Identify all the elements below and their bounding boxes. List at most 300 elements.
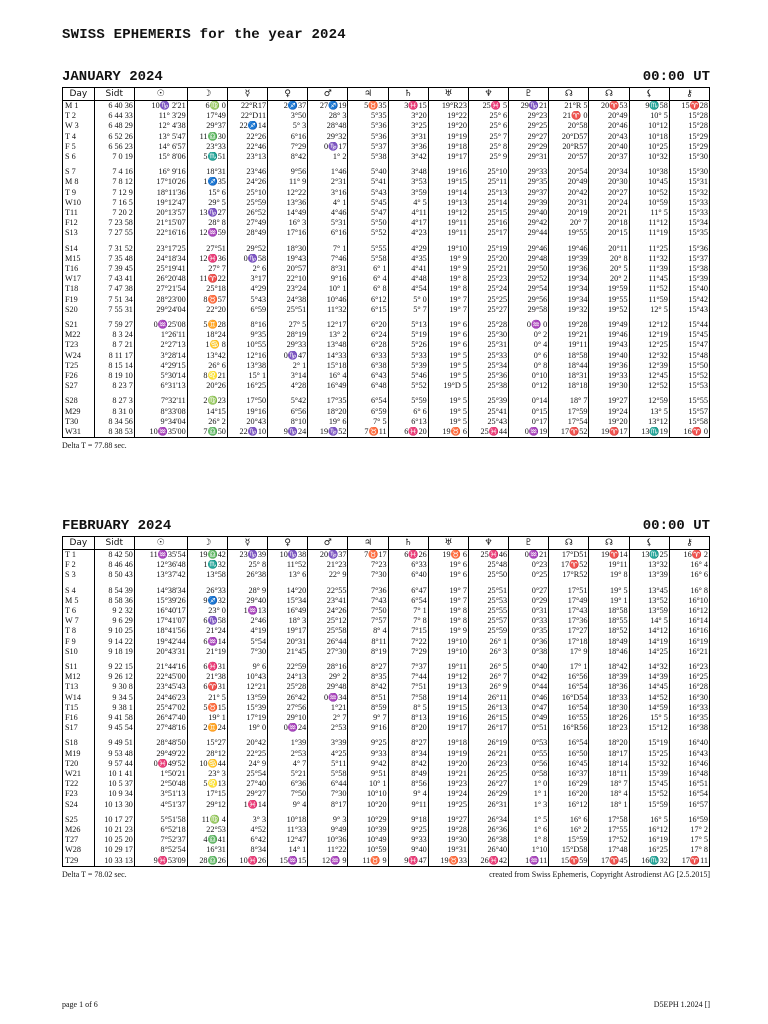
cell-saturn: 5°33 (388, 351, 428, 361)
cell-uranus: 19°D 5 (428, 381, 468, 391)
cell-moon: 23° 0 (187, 606, 227, 616)
cell-saturn: 8°42 (388, 759, 428, 769)
cell-chiron: 15°38 (669, 264, 709, 274)
cell-moon: 17°49 (187, 111, 227, 121)
cell-venus: 7°29 (268, 142, 308, 152)
cell-uranus: 19♉33 (428, 856, 468, 867)
cell-day: S24 (63, 800, 95, 810)
cell-sidereal-time: 9 18 19 (94, 647, 134, 657)
cell-lilith: 10°25 (629, 142, 669, 152)
table-row (63, 208, 710, 218)
cell-true-node: 21°R 5 (549, 101, 589, 112)
cell-chiron: 16♈ 0 (669, 427, 709, 438)
cell-saturn: 5°46 (388, 371, 428, 381)
delta-t-note: Delta T = 78.02 sec. (62, 869, 127, 879)
cell-uranus: 19°27 (428, 810, 468, 825)
cell-moon: 21°38 (187, 672, 227, 682)
cell-jupiter: 7°43 (348, 596, 388, 606)
cell-day: T27 (63, 835, 95, 845)
table-row (63, 657, 710, 672)
cell-chiron: 16°25 (669, 672, 709, 682)
cell-chiron: 15°42 (669, 295, 709, 305)
table-row (63, 121, 710, 131)
cell-mercury: 25°59 (227, 198, 267, 208)
cell-lilith: 14°52 (629, 693, 669, 703)
cell-saturn: 7°29 (388, 647, 428, 657)
cell-pluto: 29°33 (509, 162, 549, 177)
cell-venus: 12°47 (268, 835, 308, 845)
cell-sidereal-time: 10 21 23 (94, 825, 134, 835)
table-row (63, 616, 710, 626)
cell-true-node: 16°45 (549, 759, 589, 769)
cell-moon: 26° 2 (187, 417, 227, 427)
cell-mean-node: 18° 7 (589, 779, 629, 789)
cell-lilith: 16° 5 (629, 810, 669, 825)
table-row (63, 152, 710, 162)
cell-venus: 16°49 (268, 606, 308, 616)
cell-venus: 13° 6 (268, 570, 308, 580)
cell-mercury: 22°D11 (227, 111, 267, 121)
cell-sun: 16° 9'16 (134, 162, 187, 177)
cell-saturn: 8°13 (388, 713, 428, 723)
table-row (63, 626, 710, 636)
cell-jupiter: 6°43 (348, 371, 388, 381)
cell-lilith: 14° 5 (629, 616, 669, 626)
cell-mercury: 15°39 (227, 703, 267, 713)
cell-mercury: 3° 3 (227, 810, 267, 825)
cell-saturn: 4°48 (388, 274, 428, 284)
cell-day: W31 (63, 427, 95, 438)
cell-saturn: 4°23 (388, 228, 428, 238)
cell-jupiter: 9°33 (348, 749, 388, 759)
cell-true-node: 18°31 (549, 371, 589, 381)
cell-sun: 14°38'34 (134, 581, 187, 596)
cell-mean-node: 20°24 (589, 198, 629, 208)
cell-venus: 22°59 (268, 657, 308, 672)
cell-mercury: 10°55 (227, 340, 267, 350)
cell-mars: 4°46 (308, 208, 348, 218)
cell-uranus: 19°12 (428, 208, 468, 218)
cell-day: T 9 (63, 188, 95, 198)
cell-lilith: 13°32 (629, 560, 669, 570)
time-label: 00:00 UT (642, 69, 710, 85)
cell-moon: 8♉57 (187, 295, 227, 305)
cell-chiron: 15°43 (669, 305, 709, 315)
cell-sidereal-time: 8 15 14 (94, 361, 134, 371)
cell-true-node: 20°31 (549, 198, 589, 208)
cell-lilith: 15°25 (629, 749, 669, 759)
cell-neptune: 26° 7 (468, 672, 508, 682)
cell-true-node: 16°54 (549, 682, 589, 692)
cell-neptune: 25♓ 5 (468, 101, 508, 112)
column-header-saturn: ♄ (388, 537, 428, 550)
cell-venus: 9♑24 (268, 427, 308, 438)
cell-sidereal-time: 10 13 30 (94, 800, 134, 810)
cell-day: T29 (63, 856, 95, 867)
month-title: JANUARY 2024 (62, 69, 163, 85)
cell-pluto: 0♒ 0 (509, 315, 549, 330)
cell-mercury: 0♑58 (227, 254, 267, 264)
cell-day: T13 (63, 682, 95, 692)
cell-jupiter: 9°25 (348, 733, 388, 748)
cell-mean-node: 20°46 (589, 121, 629, 131)
cell-mercury: 9° 6 (227, 657, 267, 672)
table-row (63, 723, 710, 733)
cell-jupiter: 9° 7 (348, 713, 388, 723)
cell-true-node: 20° 7 (549, 218, 589, 228)
cell-jupiter: 5♉35 (348, 101, 388, 112)
cell-mercury: 24° 9 (227, 759, 267, 769)
cell-moon: 5♏51 (187, 152, 227, 162)
cell-pluto: 0°47 (509, 703, 549, 713)
cell-mercury: 19° 0 (227, 723, 267, 733)
cell-pluto: 0°44 (509, 682, 549, 692)
cell-saturn: 9°40 (388, 845, 428, 855)
table-row (63, 779, 710, 789)
cell-mars: 20♑37 (308, 550, 348, 561)
cell-sidereal-time: 8 50 43 (94, 570, 134, 580)
cell-uranus: 19° 7 (428, 581, 468, 596)
cell-mean-node: 19°55 (589, 295, 629, 305)
cell-chiron: 16°57 (669, 800, 709, 810)
table-row (63, 800, 710, 810)
cell-mars: 17°35 (308, 391, 348, 406)
cell-neptune: 26°25 (468, 769, 508, 779)
cell-mercury: 4°29 (227, 284, 267, 294)
table-row (63, 371, 710, 381)
cell-uranus: 19°11 (428, 218, 468, 228)
cell-uranus: 19♉ 6 (428, 427, 468, 438)
cell-venus: 25°28 (268, 682, 308, 692)
cell-saturn: 8°27 (388, 733, 428, 748)
cell-lilith: 10° 5 (629, 111, 669, 121)
cell-sidereal-time: 10 33 13 (94, 856, 134, 867)
cell-chiron: 15°44 (669, 315, 709, 330)
table-row (63, 111, 710, 121)
cell-true-node: 20°49 (549, 177, 589, 187)
cell-venus: 2° 1 (268, 361, 308, 371)
cell-neptune: 25°24 (468, 284, 508, 294)
cell-mean-node: 20°30 (589, 177, 629, 187)
cell-sun: 19°42'44 (134, 637, 187, 647)
cell-mars: 8°31 (308, 264, 348, 274)
cell-neptune: 26° 5 (468, 657, 508, 672)
table-header-row (63, 88, 710, 101)
cell-true-node: 19°39 (549, 254, 589, 264)
cell-day: M 5 (63, 596, 95, 606)
cell-mars: 0♒34 (308, 693, 348, 703)
table-row (63, 315, 710, 330)
cell-pluto: 1° 3 (509, 800, 549, 810)
cell-mercury: 5°54 (227, 637, 267, 647)
cell-venus: 24°13 (268, 672, 308, 682)
cell-mercury: 23♑39 (227, 550, 267, 561)
cell-sidereal-time: 9 53 48 (94, 749, 134, 759)
cell-day: S13 (63, 228, 95, 238)
cell-mercury: 26°38 (227, 570, 267, 580)
cell-venus: 8°10 (268, 417, 308, 427)
cell-lilith: 15°12 (629, 723, 669, 733)
cell-venus: 10°18 (268, 810, 308, 825)
cell-mean-node: 18°36 (589, 682, 629, 692)
cell-mean-node: 20°18 (589, 218, 629, 228)
cell-moon: 5♊28 (187, 315, 227, 330)
cell-mean-node: 19°52 (589, 305, 629, 315)
cell-neptune: 25°31 (468, 340, 508, 350)
cell-jupiter: 10°59 (348, 845, 388, 855)
cell-neptune: 26°31 (468, 800, 508, 810)
cell-chiron: 15°34 (669, 218, 709, 228)
column-header-sidereal-time: Sidt (94, 537, 134, 550)
cell-uranus: 19♉ 6 (428, 550, 468, 561)
cell-sidereal-time: 7 12 9 (94, 188, 134, 198)
cell-venus: 29°33 (268, 340, 308, 350)
cell-lilith: 16°25 (629, 845, 669, 855)
cell-venus: 2♐37 (268, 101, 308, 112)
cell-jupiter: 5°55 (348, 239, 388, 254)
cell-uranus: 19° 5 (428, 417, 468, 427)
cell-moon: 23° 3 (187, 769, 227, 779)
cell-pluto: 1♒11 (509, 856, 549, 867)
column-header-saturn: ♄ (388, 88, 428, 101)
cell-saturn: 7°37 (388, 657, 428, 672)
cell-sidereal-time: 9 57 44 (94, 759, 134, 769)
cell-uranus: 19° 9 (428, 264, 468, 274)
cell-neptune: 25°48 (468, 560, 508, 570)
cell-mercury: 10♓26 (227, 856, 267, 867)
ephemeris-table-february (62, 536, 710, 867)
cell-mars: 16°49 (308, 381, 348, 391)
cell-true-node: 17°59 (549, 407, 589, 417)
cell-mars: 9° 3 (308, 810, 348, 825)
cell-mean-node: 18°33 (589, 693, 629, 703)
cell-true-node: 20°19 (549, 208, 589, 218)
cell-lilith: 14°32 (629, 657, 669, 672)
cell-day: W 3 (63, 121, 95, 131)
cell-saturn: 3°48 (388, 162, 428, 177)
cell-lilith: 12°32 (629, 351, 669, 361)
cell-pluto: 0°53 (509, 733, 549, 748)
cell-mercury: 29°52 (227, 239, 267, 254)
cell-true-node: 16° 6 (549, 810, 589, 825)
cell-venus: 28°19 (268, 330, 308, 340)
cell-sidereal-time: 7 0 19 (94, 152, 134, 162)
cell-moon: 15°27 (187, 733, 227, 748)
cell-sidereal-time: 8 19 10 (94, 371, 134, 381)
cell-moon: 1♐35 (187, 177, 227, 187)
cell-jupiter: 7°57 (348, 616, 388, 626)
cell-mean-node: 19°20 (589, 417, 629, 427)
cell-lilith: 15°19 (629, 733, 669, 748)
cell-mars: 19° 6 (308, 417, 348, 427)
cell-mars: 3°16 (308, 188, 348, 198)
cell-mean-node: 18° 4 (589, 789, 629, 799)
cell-lilith: 11° 5 (629, 208, 669, 218)
cell-true-node: 20°54 (549, 162, 589, 177)
cell-moon: 1♋ 8 (187, 340, 227, 350)
cell-mean-node: 17°48 (589, 845, 629, 855)
cell-chiron: 16°16 (669, 626, 709, 636)
cell-moon: 13°42 (187, 351, 227, 361)
month-header (62, 517, 710, 534)
cell-sidereal-time: 7 39 45 (94, 264, 134, 274)
cell-jupiter: 6°38 (348, 361, 388, 371)
cell-lilith: 15°39 (629, 769, 669, 779)
cell-neptune: 26°17 (468, 723, 508, 733)
cell-chiron: 16♈ 2 (669, 550, 709, 561)
cell-sun: 26°20'48 (134, 274, 187, 284)
cell-saturn: 5°19 (388, 330, 428, 340)
cell-chiron: 15°29 (669, 142, 709, 152)
cell-sun: 23°17'25 (134, 239, 187, 254)
cell-moon: 11♍ 4 (187, 810, 227, 825)
column-header-jupiter: ♃ (348, 88, 388, 101)
cell-uranus: 19° 6 (428, 340, 468, 350)
cell-pluto: 29°40 (509, 208, 549, 218)
cell-uranus: 19°22 (428, 111, 468, 121)
cell-lilith: 13°59 (629, 606, 669, 616)
cell-neptune: 25°38 (468, 381, 508, 391)
cell-true-node: 17°27 (549, 626, 589, 636)
cell-lilith: 14°59 (629, 703, 669, 713)
cell-pluto: 29°25 (509, 121, 549, 131)
cell-mean-node: 18°23 (589, 723, 629, 733)
cell-neptune: 25°19 (468, 239, 508, 254)
cell-sun: 25°47'02 (134, 703, 187, 713)
cell-sun: 18°11'36 (134, 188, 187, 198)
cell-uranus: 19°30 (428, 835, 468, 845)
cell-mars: 7° 1 (308, 239, 348, 254)
cell-sidereal-time: 8 7 21 (94, 340, 134, 350)
cell-neptune: 26°11 (468, 693, 508, 703)
cell-lilith: 10°32 (629, 152, 669, 162)
cell-sidereal-time: 6 48 29 (94, 121, 134, 131)
cell-mean-node: 17°58 (589, 810, 629, 825)
cell-jupiter: 5°37 (348, 142, 388, 152)
cell-chiron: 15°30 (669, 152, 709, 162)
cell-mean-node: 18°20 (589, 733, 629, 748)
cell-sidereal-time: 7 4 16 (94, 162, 134, 177)
cell-mars: 10°46 (308, 295, 348, 305)
cell-sun: 19°12'47 (134, 198, 187, 208)
cell-mercury: 10°43 (227, 672, 267, 682)
cell-mars: 28° 3 (308, 111, 348, 121)
cell-pluto: 29°37 (509, 188, 549, 198)
cell-pluto: 29°52 (509, 274, 549, 284)
cell-day: F19 (63, 295, 95, 305)
cell-mercury: 28° 9 (227, 581, 267, 596)
cell-sidereal-time: 9 38 1 (94, 703, 134, 713)
cell-venus: 27°56 (268, 703, 308, 713)
cell-chiron: 16°30 (669, 693, 709, 703)
cell-mean-node: 18°17 (589, 749, 629, 759)
cell-lilith: 11°19 (629, 228, 669, 238)
table-row (63, 162, 710, 177)
cell-day: F 2 (63, 560, 95, 570)
cell-day: W 7 (63, 616, 95, 626)
cell-day: S28 (63, 391, 95, 406)
cell-uranus: 19°20 (428, 759, 468, 769)
cell-lilith: 15°52 (629, 789, 669, 799)
cell-true-node: 18°58 (549, 351, 589, 361)
cell-moon: 8♌21 (187, 371, 227, 381)
cell-neptune: 25°39 (468, 391, 508, 406)
cell-uranus: 19°18 (428, 142, 468, 152)
cell-mean-node: 18°52 (589, 626, 629, 636)
cell-saturn: 8°56 (388, 779, 428, 789)
cell-lilith: 16°19 (629, 835, 669, 845)
column-header-jupiter: ♃ (348, 537, 388, 550)
cell-lilith: 10°12 (629, 121, 669, 131)
cell-mean-node: 19°30 (589, 381, 629, 391)
cell-mean-node: 18°14 (589, 759, 629, 769)
cell-pluto: 0°46 (509, 693, 549, 703)
cell-uranus: 19°17 (428, 152, 468, 162)
table-row (63, 142, 710, 152)
cell-uranus: 19°19 (428, 132, 468, 142)
cell-uranus: 19°18 (428, 733, 468, 748)
cell-pluto: 0°33 (509, 616, 549, 626)
cell-pluto: 0°29 (509, 596, 549, 606)
cell-sun: 16°40'17 (134, 606, 187, 616)
cell-neptune: 26°13 (468, 703, 508, 713)
cell-saturn: 9°18 (388, 810, 428, 825)
cell-lilith: 14°19 (629, 637, 669, 647)
cell-sidereal-time: 9 34 5 (94, 693, 134, 703)
document-title: SWISS EPHEMERIS for the year 2024 (62, 27, 346, 43)
cell-venus: 9° 4 (268, 800, 308, 810)
cell-moon: 7♎50 (187, 427, 227, 438)
table-row (63, 845, 710, 855)
cell-sidereal-time: 10 17 27 (94, 810, 134, 825)
cell-venus: 0♒24 (268, 723, 308, 733)
cell-saturn: 4°17 (388, 218, 428, 228)
cell-day: S11 (63, 657, 95, 672)
cell-sidereal-time: 8 54 39 (94, 581, 134, 596)
cell-mercury: 19°16 (227, 407, 267, 417)
cell-lilith: 11°39 (629, 264, 669, 274)
document-code: D5EPH 1.2024 [] (653, 1000, 710, 1009)
cell-mars: 12°17 (308, 315, 348, 330)
cell-jupiter: 10°10 (348, 789, 388, 799)
cell-chiron: 16°54 (669, 789, 709, 799)
cell-day: T22 (63, 779, 95, 789)
cell-sun: 15° 8'06 (134, 152, 187, 162)
cell-sun: 15°39'26 (134, 596, 187, 606)
column-header-mars: ♂ (308, 537, 348, 550)
cell-sidereal-time: 8 3 24 (94, 330, 134, 340)
cell-true-node: 16°D54 (549, 693, 589, 703)
cell-venus: 5° 3 (268, 121, 308, 131)
table-row (63, 856, 710, 867)
table-row (63, 835, 710, 845)
cell-neptune: 26°40 (468, 845, 508, 855)
cell-saturn: 8°20 (388, 723, 428, 733)
table-row (63, 132, 710, 142)
cell-chiron: 15°48 (669, 351, 709, 361)
cell-sun: 7°32'11 (134, 391, 187, 406)
cell-true-node: 17°36 (549, 616, 589, 626)
cell-mars: 25°12 (308, 616, 348, 626)
cell-uranus: 19° 5 (428, 351, 468, 361)
table-row (63, 228, 710, 238)
cell-moon: 13♑27 (187, 208, 227, 218)
cell-true-node: 16°56 (549, 672, 589, 682)
cell-sun: 5°30'14 (134, 371, 187, 381)
cell-lilith: 12°39 (629, 361, 669, 371)
table-row (63, 647, 710, 657)
cell-mars: 22° 9 (308, 570, 348, 580)
